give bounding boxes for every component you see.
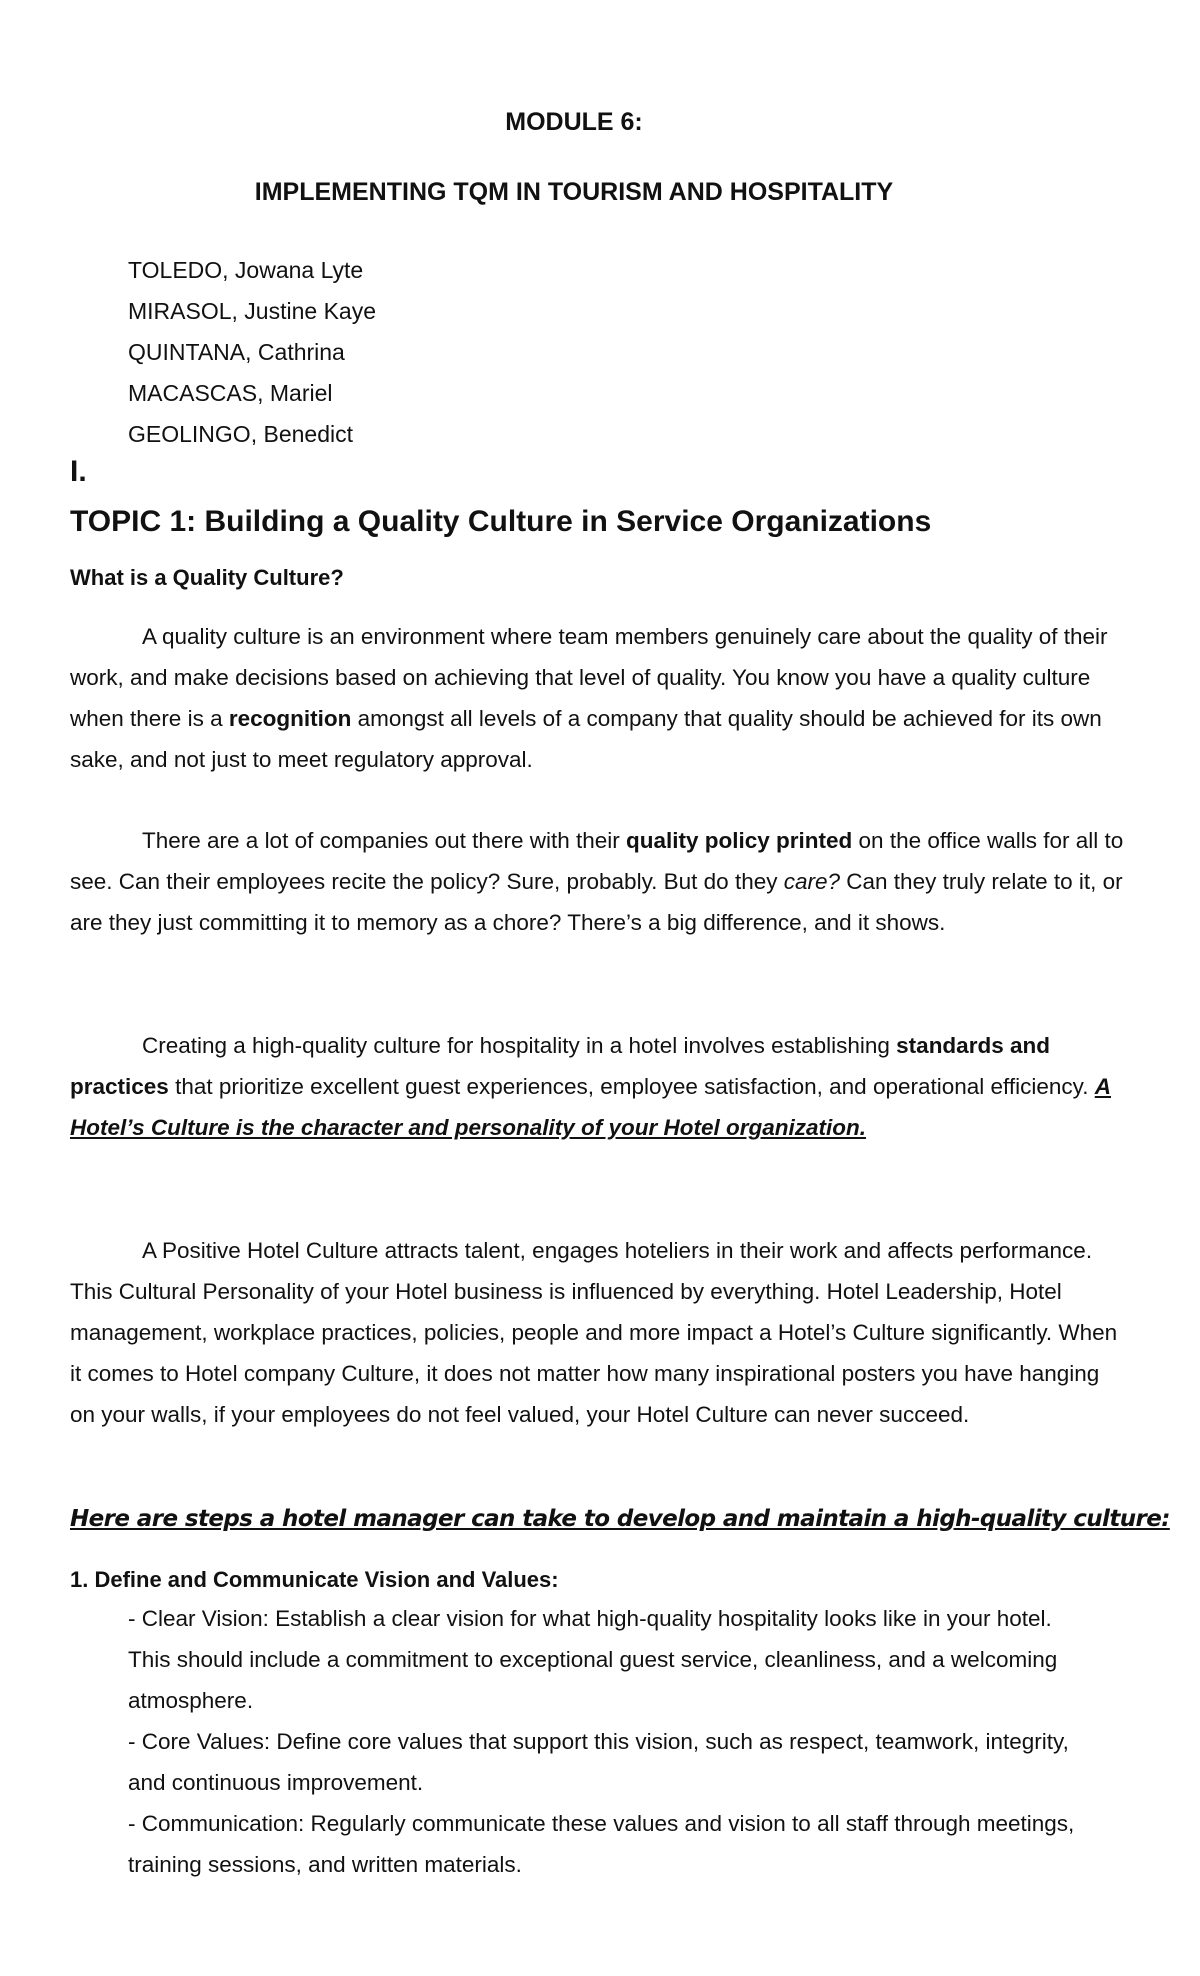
paragraph-text: A Positive Hotel Culture attracts talent, engages hoteliers in their work and affects performance. This Cultural Personality of your Hotel business is influenced by everything. Hotel Leadership, Hotel management, workplace practices, policies, people and more impact a Hotel’s Culture significantly. When it comes to Hotel company Culture, it does not matter how many inspirational posters you have hanging on your walls, if your employees do not feel valued, your Hotel Culture can never succeed.: [70, 1238, 1118, 1427]
paragraph-4: [70, 1230, 1130, 1435]
bold-term: quality policy printed: [626, 828, 853, 853]
topic-heading: TOPIC 1: Building a Quality Culture in Service Organizations: [70, 505, 932, 538]
paragraph-text: amongst all levels of a company that quality should be achieved for its own sake, and not just to meet regulatory approval.: [70, 706, 1102, 772]
author-name: MACASCAS, Mariel: [128, 380, 333, 406]
paragraph-1: [70, 616, 1130, 780]
bold-term: standards and practices: [70, 1033, 1050, 1099]
italic-term: care?: [783, 869, 841, 894]
module-title: MODULE 6:: [505, 108, 643, 136]
module-subtitle: IMPLEMENTING TQM IN TOURISM AND HOSPITALITY: [254, 178, 894, 206]
step-1-bullets: [128, 1598, 1088, 1885]
paragraph-text: on the office walls for all to see. Can their employees recite the policy? Sure, probably. But do they: [70, 828, 1124, 894]
bullet-clear-vision: - Clear Vision: Establish a clear vision for what high-quality hospitality looks like in your hotel. This should include a commitment to exceptional guest service, cleanliness, and a welcoming atmosphere.: [128, 1606, 1058, 1713]
author-name: MIRASOL, Justine Kaye: [128, 298, 376, 324]
paragraph-text: There are a lot of companies out there with their: [142, 828, 627, 853]
bold-term: recognition: [228, 706, 352, 731]
paragraph-2: [70, 820, 1130, 943]
paragraph-text: A quality culture is an environment where team members genuinely care about the quality of their work, and make decisions based on achieving that level of quality. You know you have a quality culture when there is a: [70, 624, 1108, 731]
paragraph-text: Can they truly relate to it, or are they just committing it to memory as a chore? There’s a big difference, and it shows.: [70, 869, 1123, 935]
author-name: GEOLINGO, Benedict: [128, 421, 353, 447]
steps-heading: Here are steps a hotel manager can take to develop and maintain a high-quality culture:: [70, 1506, 1170, 1532]
emphasis-statement: A Hotel’s Culture is the character and personality of your Hotel organization.: [70, 1074, 1112, 1140]
bullet-communication: - Communication: Regularly communicate these values and vision to all staff through meetings, training sessions, and written materials.: [128, 1811, 1075, 1877]
subheading-quality-culture: What is a Quality Culture?: [70, 565, 344, 590]
paragraph-text: that prioritize excellent guest experiences, employee satisfaction, and operational efficiency.: [168, 1074, 1095, 1099]
section-numeral: I.: [70, 455, 87, 488]
author-name: QUINTANA, Cathrina: [128, 339, 345, 365]
paragraph-text: Creating a high-quality culture for hospitality in a hotel involves establishing: [142, 1033, 897, 1058]
paragraph-3: [70, 1025, 1130, 1148]
author-list: [128, 250, 376, 455]
step-1-heading: 1. Define and Communicate Vision and Values:: [70, 1567, 559, 1592]
author-name: TOLEDO, Jowana Lyte: [128, 257, 364, 283]
bullet-core-values: - Core Values: Define core values that support this vision, such as respect, teamwork, integrity, and continuous improvement.: [128, 1729, 1069, 1795]
